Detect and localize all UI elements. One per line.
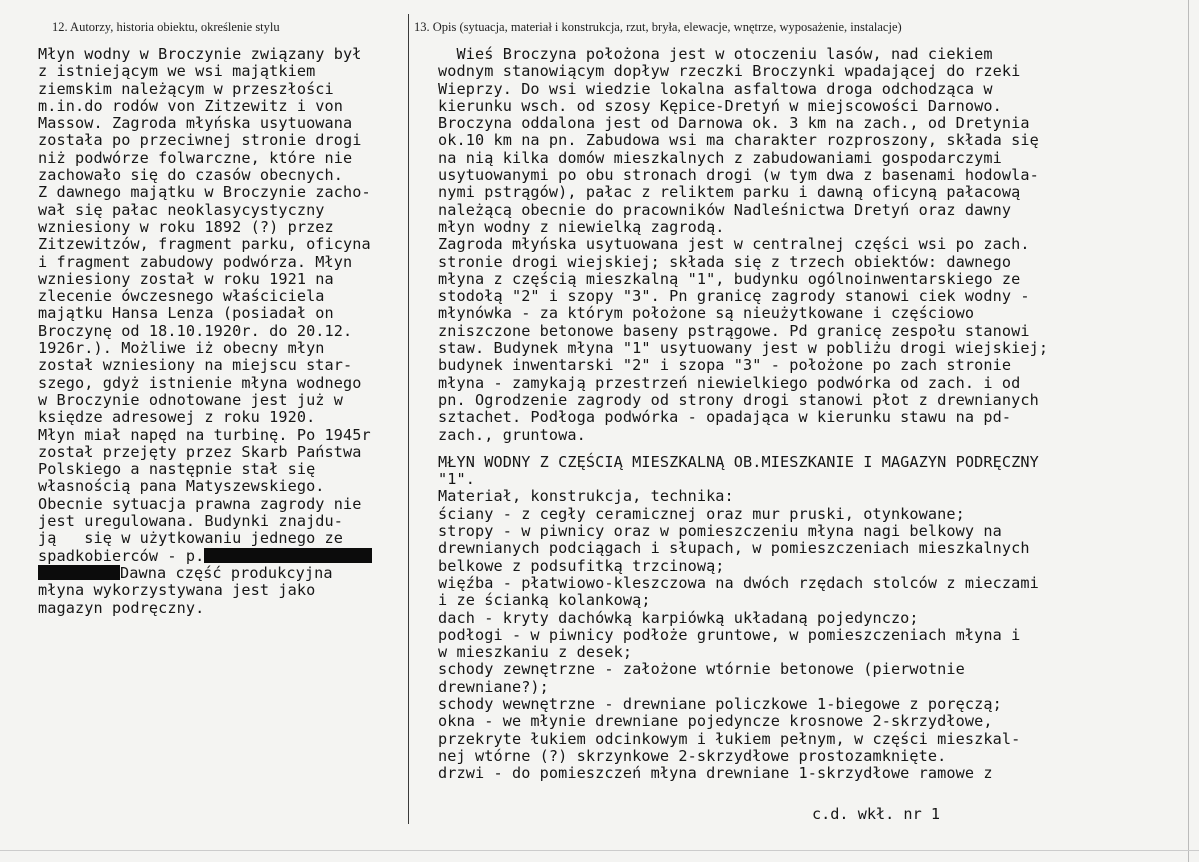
history-line: własnością pana Matyszewskiego. bbox=[38, 477, 325, 496]
description-line: młynówka - za którym położone są nieużytkowane i częściowo bbox=[438, 304, 975, 323]
description-line: stodołą "2" i szopy "3". Pn granicę zagrody stanowi ciek wodny - bbox=[438, 287, 1030, 306]
history-line: z istniejącym we wsi majątkiem bbox=[38, 62, 316, 81]
description-line: na nią kilka domów mieszkalnych z zabudowaniami gospodarczymi bbox=[438, 148, 1002, 167]
material-line: drzwi - do pomieszczeń młyna drewniane 1-skrzydłowe ramowe z bbox=[438, 764, 993, 783]
material-line: okna - we młynie drewniane pojedyncze krosnowe 2-skrzydłowe, bbox=[438, 712, 993, 731]
history-line: majątku Hansa Lenza (posiadał on bbox=[38, 304, 334, 323]
history-column bbox=[38, 46, 406, 617]
history-line: m.in.do rodów von Zitzewitz i von bbox=[38, 96, 344, 115]
material-line: belkowe z podsufitką trzcinową; bbox=[438, 556, 725, 575]
section-12-header: 12. Autorzy, historia obiektu, określenie stylu bbox=[52, 20, 280, 34]
history-line: Zitzewitzów, fragment parku, oficyna bbox=[38, 235, 371, 254]
description-line: stronie drogi wiejskiej; składa się z trzech obiektów: dawnego bbox=[438, 252, 1012, 271]
history-line: niż podwórze folwarczne, które nie bbox=[38, 148, 353, 167]
section-13-header: 13. Opis (sytuacja, materiał i konstrukcja, rzut, bryła, elewacje, wnętrze, wyposażenie, instalacje) bbox=[414, 20, 902, 34]
history-line: szego, gdyż istnienie młyna wodnego bbox=[38, 373, 362, 392]
history-line: wzniesiony w roku 1892 (?) przez bbox=[38, 217, 334, 236]
history-line-text: spadkobierców - p. bbox=[38, 546, 205, 565]
history-line: zachowało się do czasów obecnych. bbox=[38, 166, 344, 185]
material-line: schody wewnętrzne - drewniane policzkowe 1-biegowe z poręczą; bbox=[438, 694, 1002, 713]
description-line: staw. Budynek młyna "1" usytuowany jest w pobliżu drogi wiejskiej; bbox=[438, 339, 1049, 358]
description-line: budynek inwentarski "2" i szopa "3" - położone po zach stronie bbox=[438, 356, 1012, 375]
description-line: Broczyna oddalona jest od Darnowa ok. 3 km na zach., od Dretynia bbox=[438, 114, 1030, 133]
section-title: MŁYN WODNY Z CZĘŚCIĄ MIESZKALNĄ OB.MIESZKANIE I MAGAZYN PODRĘCZNY bbox=[438, 452, 1039, 471]
history-line: zlecenie ówczesnego właściciela bbox=[38, 287, 325, 306]
description-line: Wieprzy. Do wsi wiedzie lokalna asfaltowa droga odchodząca w bbox=[438, 79, 993, 98]
material-line: stropy - w piwnicy oraz w pomieszczeniu młyna nagi belkowy na bbox=[438, 522, 1002, 541]
page-edge-bottom bbox=[0, 850, 1199, 851]
description-line: Wieś Broczyna położona jest w otoczeniu lasów, nad ciekiem bbox=[438, 45, 993, 63]
history-line: 1926r.). Możliwe iż obecny młyn bbox=[38, 339, 325, 358]
material-line: i ze ścianką kolankową; bbox=[438, 591, 651, 610]
description-column bbox=[438, 46, 1183, 782]
description-line: zach., gruntowa. bbox=[438, 425, 586, 444]
description-line: wodnym stanowiącym dopływ rzeczki Broczynki wpadającej do rzeki bbox=[438, 62, 1021, 81]
material-line: drewnianych podciągach i słupach, w pomieszczeniach mieszkalnych bbox=[438, 539, 1030, 558]
history-line: księdze adresowej z roku 1920. bbox=[38, 408, 316, 427]
page-edge-right bbox=[1188, 0, 1189, 862]
material-line: dach - kryty dachówką karpiówką układaną pojedynczo; bbox=[438, 608, 919, 627]
description-line: sztachet. Podłoga podwórka - opadająca w kierunku stawu na pd- bbox=[438, 408, 1012, 427]
material-line: ściany - z cegły ceramicznej oraz mur pruski, otynkowane; bbox=[438, 504, 965, 523]
column-divider bbox=[408, 14, 409, 824]
material-line: w mieszkaniu z desek; bbox=[438, 643, 633, 662]
description-line: należącą obecnie do pracowników Nadleśnictwa Dretyń oraz dawny bbox=[438, 200, 1012, 219]
material-line: przekryte łukiem odcinkowym i łukiem pełnym, w części mieszkal- bbox=[438, 729, 1021, 748]
history-line: Z dawnego majątku w Broczynie zacho- bbox=[38, 183, 371, 202]
description-line: pn. Ogrodzenie zagrody od strony drogi stanowi płot z drewnianych bbox=[438, 390, 1039, 409]
description-line: kierunku wsch. od szosy Kępice-Dretyń w miejscowości Darnowo. bbox=[438, 96, 1002, 115]
description-line: zniszczone betonowe baseny pstrągowe. Pd granicę zespołu stanowi bbox=[438, 321, 1030, 340]
history-line: w Broczynie odnotowane jest już w bbox=[38, 390, 344, 409]
description-line: młyna - zamykają przestrzeń niewielkiego podwórka od zach. i od bbox=[438, 373, 1021, 392]
history-line-with-redaction bbox=[38, 548, 406, 565]
continuation-note: c.d. wkł. nr 1 bbox=[812, 805, 941, 823]
history-line: Młyn miał napęd na turbinę. Po 1945r bbox=[38, 425, 371, 444]
history-line-text: Dawna część produkcyjna bbox=[120, 563, 333, 582]
history-line: magazyn podręczny. bbox=[38, 598, 205, 617]
description-line: ok.10 km na pn. Zabudowa wsi ma charakter rozproszony, składa się bbox=[438, 131, 1039, 150]
history-line: ją się w użytkowaniu jednego ze bbox=[38, 529, 344, 548]
history-line: Polskiego a następnie stał się bbox=[38, 460, 316, 479]
history-line-with-redaction bbox=[38, 565, 406, 582]
history-line: wał się pałac neoklasycystyczny bbox=[38, 200, 325, 219]
history-line: młyna wykorzystywana jest jako bbox=[38, 581, 316, 600]
redaction-block bbox=[204, 548, 372, 563]
subsection-title: Materiał, konstrukcja, technika: bbox=[438, 487, 734, 506]
history-line: ziemskim należącym w przeszłości bbox=[38, 79, 334, 98]
history-line: jest uregulowana. Budynki znajdu- bbox=[38, 512, 344, 531]
description-line: młyna z częścią mieszkalną "1", budynku ogólnoinwentarskiego ze bbox=[438, 269, 1021, 288]
description-line: nymi pstrągów), pałac z reliktem parku i dawną oficyną pałacową bbox=[438, 183, 1021, 202]
history-line: Massow. Zagroda młyńska usytuowana bbox=[38, 114, 353, 133]
history-line: Obecnie sytuacja prawna zagrody nie bbox=[38, 494, 362, 513]
history-line: wzniesiony został w roku 1921 na bbox=[38, 269, 334, 288]
material-line: nej wtórne (?) skrzynkowe 2-skrzydłowe prostozamknięte. bbox=[438, 746, 947, 765]
material-line: schody zewnętrzne - założone wtórnie betonowe (pierwotnie bbox=[438, 660, 965, 679]
description-line: usytuowanymi po obu stronach drogi (w tym dwa z basenami hodowla- bbox=[438, 166, 1039, 185]
redaction-block bbox=[38, 565, 120, 580]
history-line: i fragment zabudowy podwórza. Młyn bbox=[38, 252, 353, 271]
history-line: Broczynę od 18.10.1920r. do 20.12. bbox=[38, 321, 353, 340]
material-line: drewniane?); bbox=[438, 677, 549, 696]
history-line: została po przeciwnej stronie drogi bbox=[38, 131, 362, 150]
description-line: młyn wodny z niewielką zagrodą. bbox=[438, 217, 725, 236]
material-line: podłogi - w piwnicy podłoże gruntowe, w pomieszczeniach młyna i bbox=[438, 625, 1021, 644]
material-line: więźba - płatwiowo-kleszczowa na dwóch rzędach stolców z mieczami bbox=[438, 573, 1039, 592]
history-line: został przejęty przez Skarb Państwa bbox=[38, 442, 362, 461]
section-title: "1". bbox=[438, 470, 475, 489]
history-line: Młyn wodny w Broczynie związany był bbox=[38, 45, 362, 63]
description-line: Zagroda młyńska usytuowana jest w centralnej części wsi po zach. bbox=[438, 235, 1030, 254]
history-line: został wzniesiony na miejscu star- bbox=[38, 356, 353, 375]
